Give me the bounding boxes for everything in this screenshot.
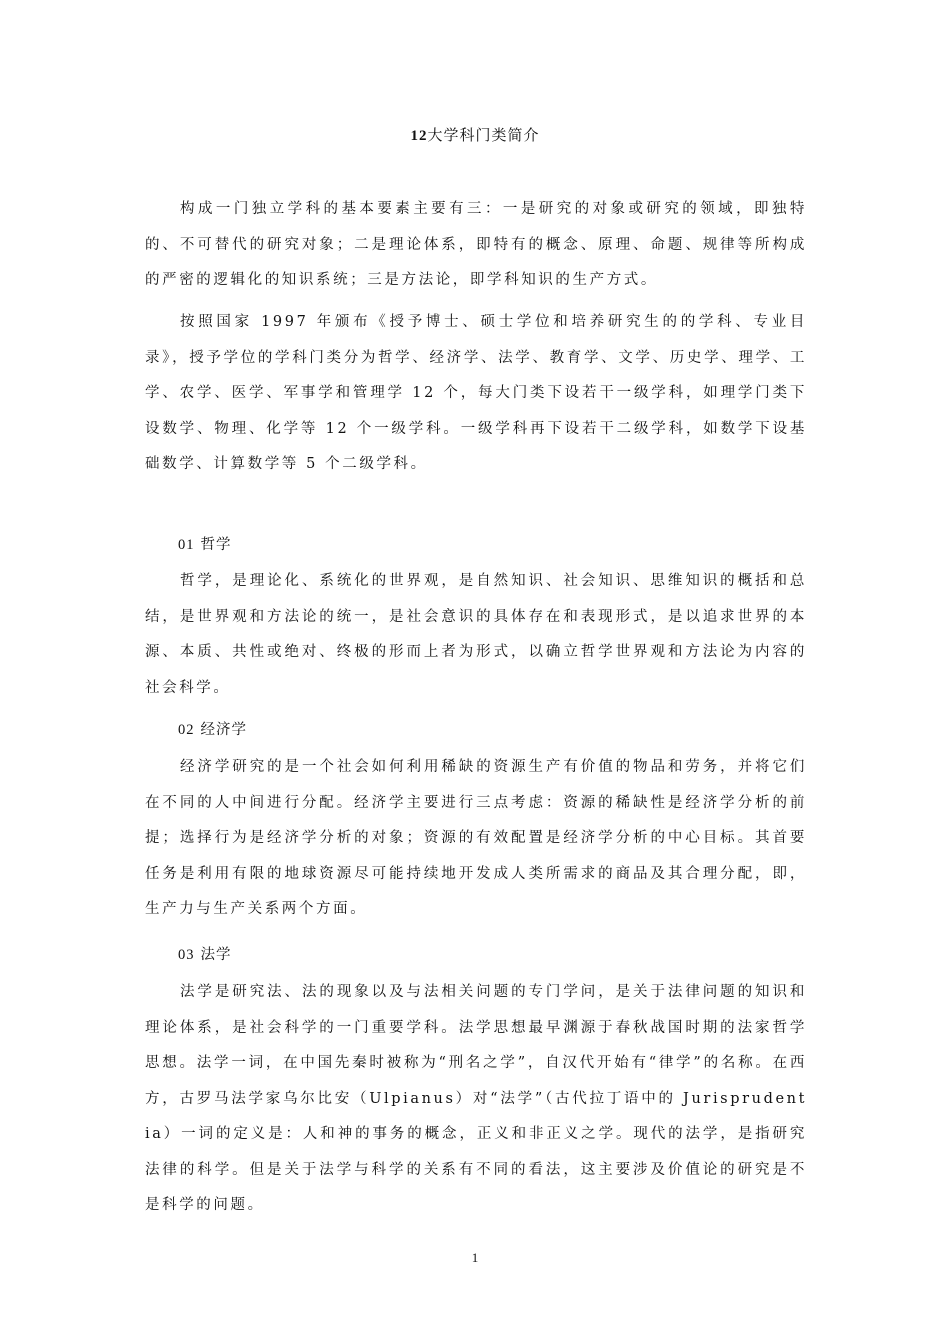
section-heading-law	[178, 944, 232, 966]
title-number: 12	[410, 128, 428, 144]
section-number: 03	[178, 947, 195, 963]
section-body-philosophy: 哲学，是理论化、系统化的世界观，是自然知识、社会知识、思维知识的概括和总结，是世界观和方法论的统一，是社会意识的具体存在和表现形式，是以追求世界的本源、本质、共性或绝对、终极的形而上者为形式，以确立哲学世界观和方法论为内容的社会科学。	[145, 573, 807, 696]
section-body-law: 法学是研究法、法的现象以及与法相关问题的专门学问，是关于法律问题的知识和理论体系，是社会科学的一门重要学科。法学思想最早渊源于春秋战国时期的法家哲学思想。法学一词，在中国先秦时被称为“刑名之学”，自汉代开始有“律学”的名称。在西方，古罗马法学家乌尔比安（Ulpianus）对“法学”（古代拉丁语中的 Jurisprudentia）一词的定义是：人和神的事务的概念，正义和非正义之学。现代的法学，是指研究法律的科学。但是关于法学与科学的关系有不同的看法，这主要涉及价值论的研究是不是科学的问题。	[145, 984, 807, 1213]
title-text: 大学科门类简介	[427, 126, 540, 144]
intro-paragraph-1: 构成一门独立学科的基本要素主要有三：一是研究的对象或研究的领域，即独特的、不可替代的研究对象；二是理论体系，即特有的概念、原理、命题、规律等所构成的严密的逻辑化的知识系统；三是方法论，即学科知识的生产方式。	[145, 201, 807, 288]
section-heading-philosophy	[178, 534, 232, 556]
section-body-economics: 经济学研究的是一个社会如何利用稀缺的资源生产有价值的物品和劳务，并将它们在不同的人中间进行分配。经济学主要进行三点考虑：资源的稀缺性是经济学分析的前提；选择行为是经济学分析的对象；资源的有效配置是经济学分析的中心目标。其首要任务是利用有限的地球资源尽可能持续地开发成人类所需求的商品及其合理分配，即，生产力与生产关系两个方面。	[145, 759, 807, 917]
page-title	[0, 124, 950, 147]
section-title: 经济学	[200, 722, 247, 738]
section-number: 02	[178, 722, 195, 738]
section-heading-economics	[178, 719, 247, 741]
section-title: 哲学	[200, 537, 232, 553]
section-number: 01	[178, 537, 195, 553]
intro-paragraph-2: 按照国家 1997 年颁布《授予博士、硕士学位和培养研究生的的学科、专业目录》，授予学位的学科门类分为哲学、经济学、法学、教育学、文学、历史学、理学、工学、农学、医学、军事学和管理学 12 个，每大门类下设若干一级学科，如理学门类下设数学、物理、化学等 12 个一级学科。一级学科再下设若干二级学科，如数学下设基础数学、计算数学等 5 个二级学科。	[145, 314, 807, 472]
page-number: 1	[471, 1250, 479, 1265]
section-title: 法学	[200, 947, 232, 963]
